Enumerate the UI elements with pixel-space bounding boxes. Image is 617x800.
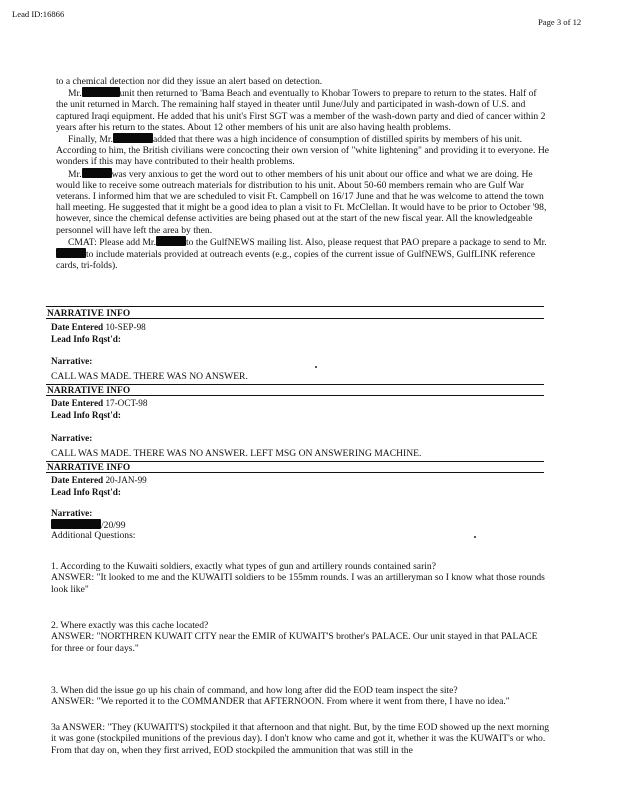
section-divider [46, 395, 544, 396]
narrative-label: Narrative: [51, 508, 93, 518]
paragraph-3: Finally, Mr. added that there was a high incidence of consumption of distilled spirits by members of his unit. According to him, the British civilians were concocting their own version of "white lightening" and providing it to everyone. He wonders if this may have contributed to their health problems. [56, 134, 550, 168]
narrative-text: CALL WAS MADE. THERE WAS NO ANSWER. [51, 371, 248, 382]
redaction-block [156, 236, 186, 246]
answer-3a: 3a ANSWER: "They (KUWAITI'S) stockpiled it that afternoon and that night. But, by the time EOD showed up the next morning it was gone (stockpiled munitions of the previous day). I don't know who came and got it, whether it was the KUWAIT's or who. From that day on, when they first arrived, EOD stockpiled the ammunition that was still in the [51, 722, 550, 756]
redaction-block [82, 168, 112, 178]
paragraph-4: Mr. was very anxious to get the word out to other members of his unit about our office and what we are doing. He would like to receive some outreach materials for distribution to his unit. About 50-60 members remain who are Gulf War veterans. I informed him that we are scheduled to visit Ft. Campbell on 16/17 June and that he was welcome to attend the town hall meeting. He suggested that it might be a good idea to plan a visit to Ft. McClellan. It would have to be prior to October '98, however, since the chemical defense activities are being phased out at the start of the new fiscal year. All the knowledgeable personnel will have left the area by then. [56, 168, 547, 236]
redaction-block [51, 519, 101, 529]
paragraph-1: to a chemical detection nor did they issue an alert based on detection. [56, 76, 323, 87]
page-number: Page 3 of 12 [538, 17, 582, 27]
question-1: 1. According to the Kuwaiti soldiers, exactly what types of gun and artillery rounds contained sarin? [51, 561, 436, 572]
paragraph-2: Mr. unit then returned to 'Bama Beach and eventually to Khobar Towers to prepare to return to the states. Half of the unit returned in March. The remaining half stayed in theater until June/July and participated in wash-down of U.S. and captured Iraqi equipment. He added that his unit's First SGT was a member of the wash-down party and died of cancer within 2 years after his return to the states. About 12 other members of his unit are also having health problems. [56, 88, 546, 133]
paragraph-5: CMAT: Please add Mr. to the GulfNEWS mailing list. Also, please request that PAO prepare a package to send to Mr.to include materials provided at outreach events (e.g., copies of the current issue of GulfNEWS, GulfLINK reference cards, tri-folds). [56, 236, 547, 272]
lead-info-label: Lead Info Rqst'd: [51, 410, 121, 420]
date-entered-row: Date Entered 10-SEP-98 [51, 322, 146, 332]
date-entered-row: Date Entered 17-OCT-98 [51, 398, 148, 408]
date-entered-value: 20-JAN-99 [105, 475, 147, 485]
lead-id: Lead ID:16866 [12, 9, 65, 19]
section-title: NARRATIVE INFO [47, 386, 131, 396]
lead-info-label: Lead Info Rqst'd: [51, 334, 121, 344]
section-divider [46, 384, 544, 385]
date-entered-value: 17-OCT-98 [105, 398, 148, 408]
question-1-block [51, 561, 551, 595]
question-2-block [51, 620, 551, 654]
scan-speck [315, 366, 317, 368]
redaction-block [82, 87, 120, 97]
narrative-label: Narrative: [51, 433, 93, 443]
date-line: /20/99 [51, 519, 126, 531]
answer-2: ANSWER: "NORTHREN KUWAIT CITY near the EMIR of KUWAIT'S brother's PALACE. Our unit stayed in that PALACE for three or four days." [51, 631, 538, 654]
section-divider [46, 461, 544, 462]
date-entered-value: 10-SEP-98 [105, 322, 146, 332]
answer-1: ANSWER: "It looked to me and the KUWAITI soldiers to be 155mm rounds. I was an artilleryman so I know what those rounds look like" [51, 572, 545, 595]
section-title: NARRATIVE INFO [47, 463, 131, 473]
redaction-block [113, 133, 153, 143]
narrative-label: Narrative: [51, 356, 93, 366]
lead-info-label: Lead Info Rqst'd: [51, 487, 121, 497]
question-3: 3. When did the issue go up his chain of command, and how long after did the EOD team inspect the site? [51, 685, 458, 696]
answer-3: ANSWER: "We reported it to the COMMANDER that AFTERNOON. From where it went from there, I have no idea." [51, 696, 510, 708]
section-divider [46, 472, 544, 473]
section-divider [46, 306, 544, 307]
date-entered-row: Date Entered 20-JAN-99 [51, 475, 147, 485]
section-title: NARRATIVE INFO [47, 309, 131, 319]
section-divider [46, 318, 544, 319]
redaction-block [56, 248, 86, 258]
question-3-block [51, 685, 551, 708]
question-2: 2. Where exactly was this cache located? [51, 620, 209, 631]
answer-3a-block [51, 722, 551, 756]
top-text-block [56, 76, 550, 271]
scan-speck [474, 536, 476, 538]
narrative-text: CALL WAS MADE. THERE WAS NO ANSWER. LEFT MSG ON ANSWERING MACHINE. [51, 448, 422, 459]
additional-questions-label: Additional Questions: [51, 530, 136, 541]
